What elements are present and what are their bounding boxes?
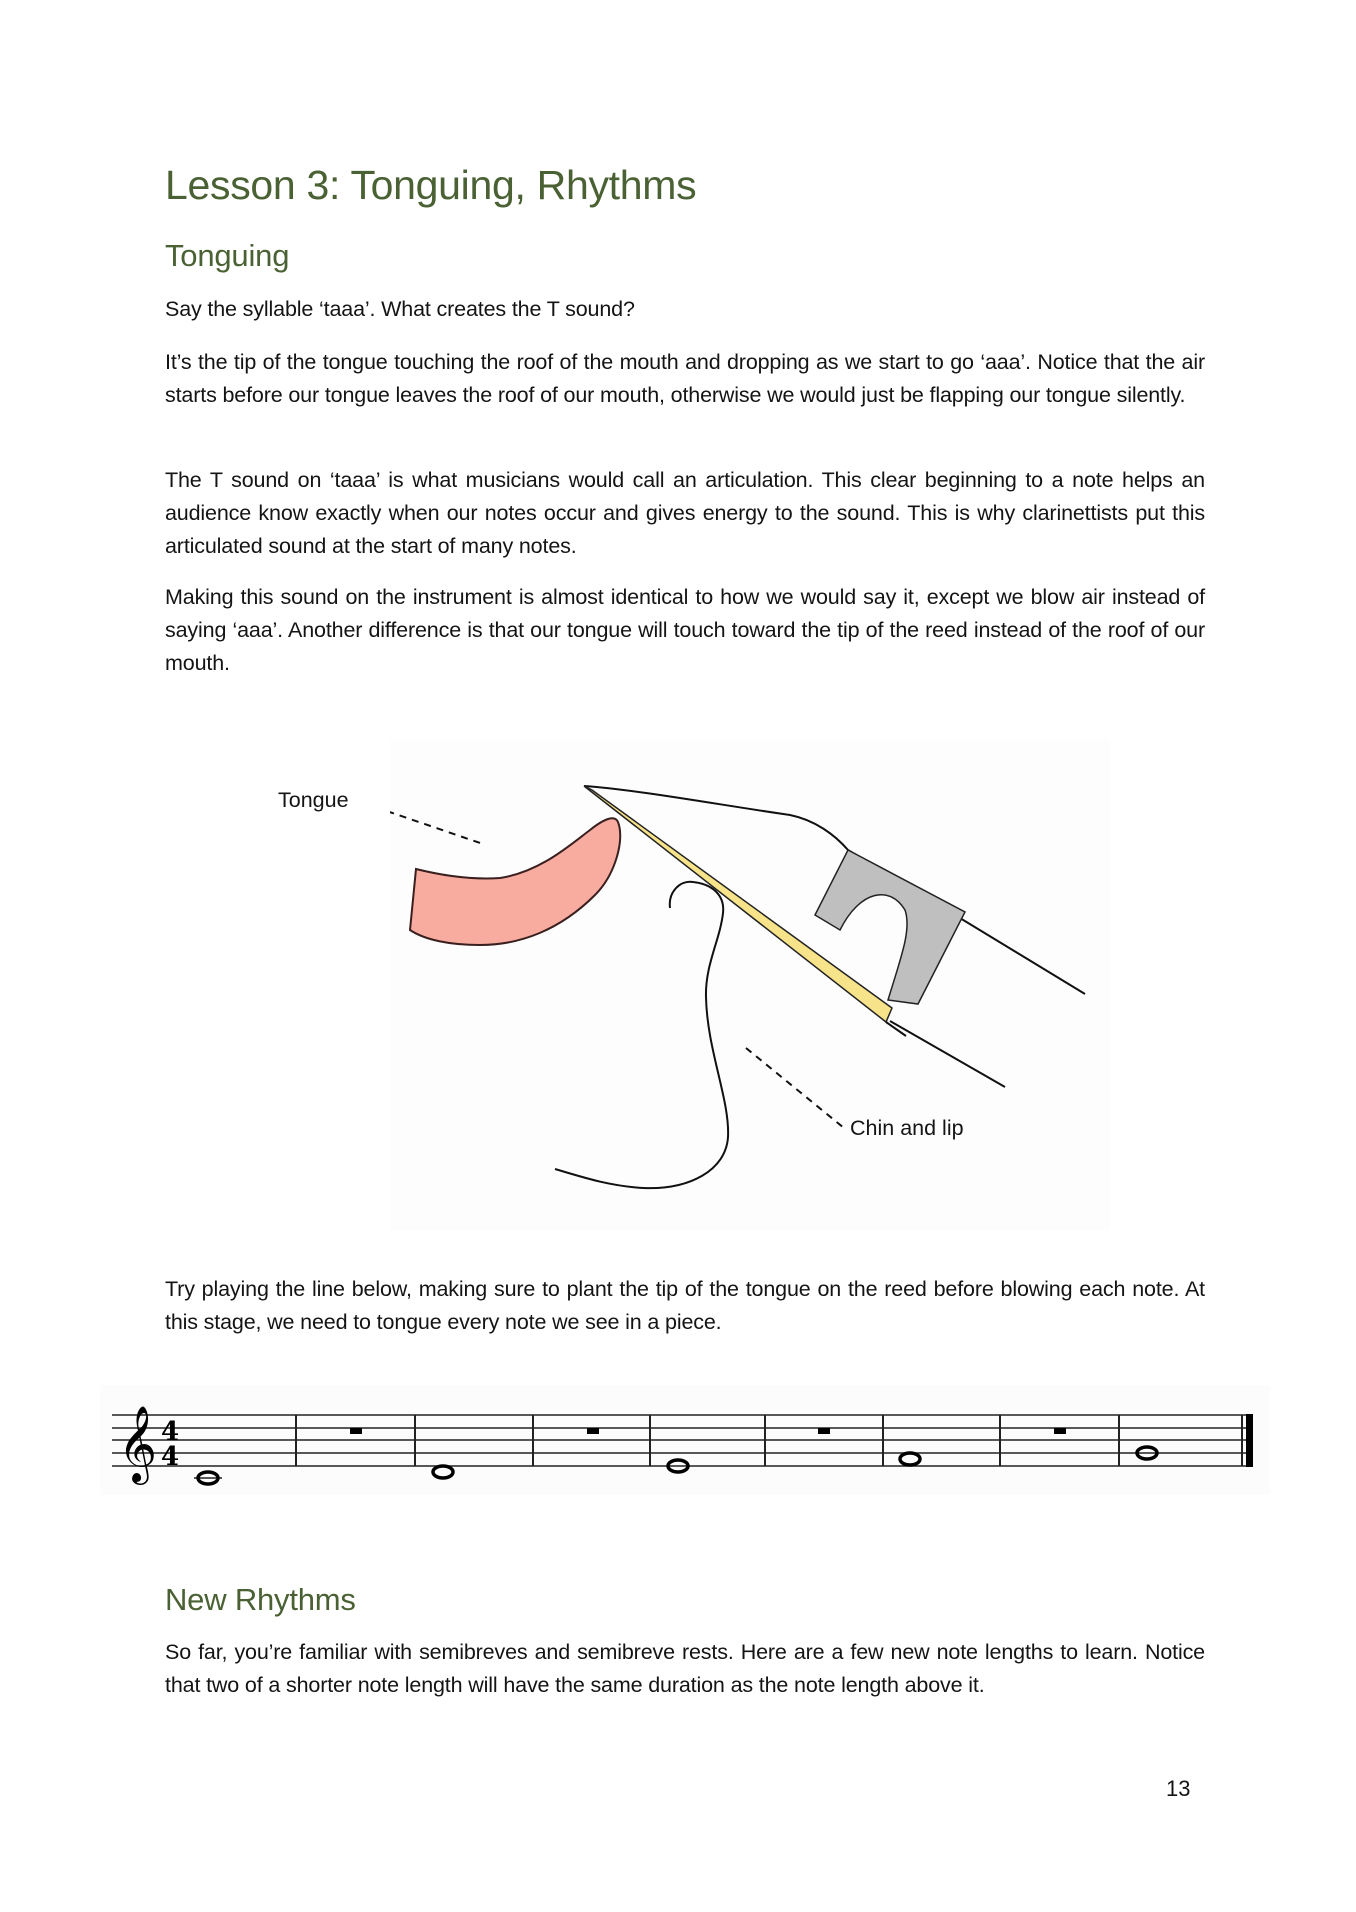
- music-staff: [100, 1385, 1270, 1495]
- treble-clef-icon: 𝄞: [118, 1405, 158, 1482]
- staff-lines: [112, 1415, 1253, 1466]
- tongue-label: Tongue: [278, 788, 349, 812]
- tongue-shape: [410, 818, 620, 945]
- tongue-pointer-line: [390, 807, 483, 844]
- paragraph: Making this sound on the instrument is almost identical to how we would say it, except we blow air instead of saying ‘aaa’. Another difference is that our tongue will touch toward the tip of the reed instead of the roof of our mouth.: [165, 585, 1205, 675]
- exercise-instruction: Try playing the line below, making sure to plant the tip of the tongue on the reed before blowing each note. At this stage, we need to tongue every note we see in a piece.: [165, 1277, 1205, 1334]
- section-heading-new-rhythms: New Rhythms: [165, 1582, 356, 1617]
- paragraph: Say the syllable ‘taaa’. What creates the T sound?: [165, 297, 635, 321]
- semibreve-rest: [818, 1428, 830, 1434]
- section-heading-tonguing: Tonguing: [165, 238, 290, 273]
- semibreve-rest: [587, 1428, 599, 1434]
- page-title: Lesson 3: Tonguing, Rhythms: [165, 162, 697, 208]
- page-number: 13: [1166, 1776, 1191, 1801]
- chin-pointer-line: [746, 1048, 844, 1128]
- semibreve-rest: [350, 1428, 362, 1434]
- paragraph: So far, you’re familiar with semibreves and semibreve rests. Here are a few new note lengths to learn. Notice that two of a shorter note length will have the same duration as the note length above it.: [165, 1640, 1205, 1697]
- paragraph: The T sound on ‘taaa’ is what musicians would call an articulation. This clear beginning to a note helps an audience know exactly when our notes occur and gives energy to the sound. This is why clarinettists put this articulated sound at the start of many notes.: [165, 468, 1205, 558]
- time-signature-bottom: 4: [161, 1442, 180, 1472]
- time-signature-top: 4: [161, 1417, 180, 1447]
- mouthpiece-illustration: [390, 740, 1110, 1230]
- tonguing-diagram: [278, 740, 1110, 1230]
- semibreve-note-f4: [900, 1453, 920, 1465]
- semibreve-rest: [1054, 1428, 1066, 1434]
- lip-chin-outline: [555, 882, 728, 1188]
- mouthpiece-bottom-line: [890, 1021, 1005, 1087]
- semibreve-note-c4: [194, 1472, 222, 1484]
- final-barline: [1246, 1414, 1253, 1467]
- paragraph: It’s the tip of the tongue touching the roof of the mouth and dropping as we start to go ‘aaa’. Notice that the air starts before our tongue leaves the roof of our mouth, otherwise we would just be flapping our tongue silently.: [165, 350, 1205, 407]
- chin-and-lip-label: Chin and lip: [850, 1116, 964, 1140]
- semibreve-note-d4: [433, 1466, 453, 1478]
